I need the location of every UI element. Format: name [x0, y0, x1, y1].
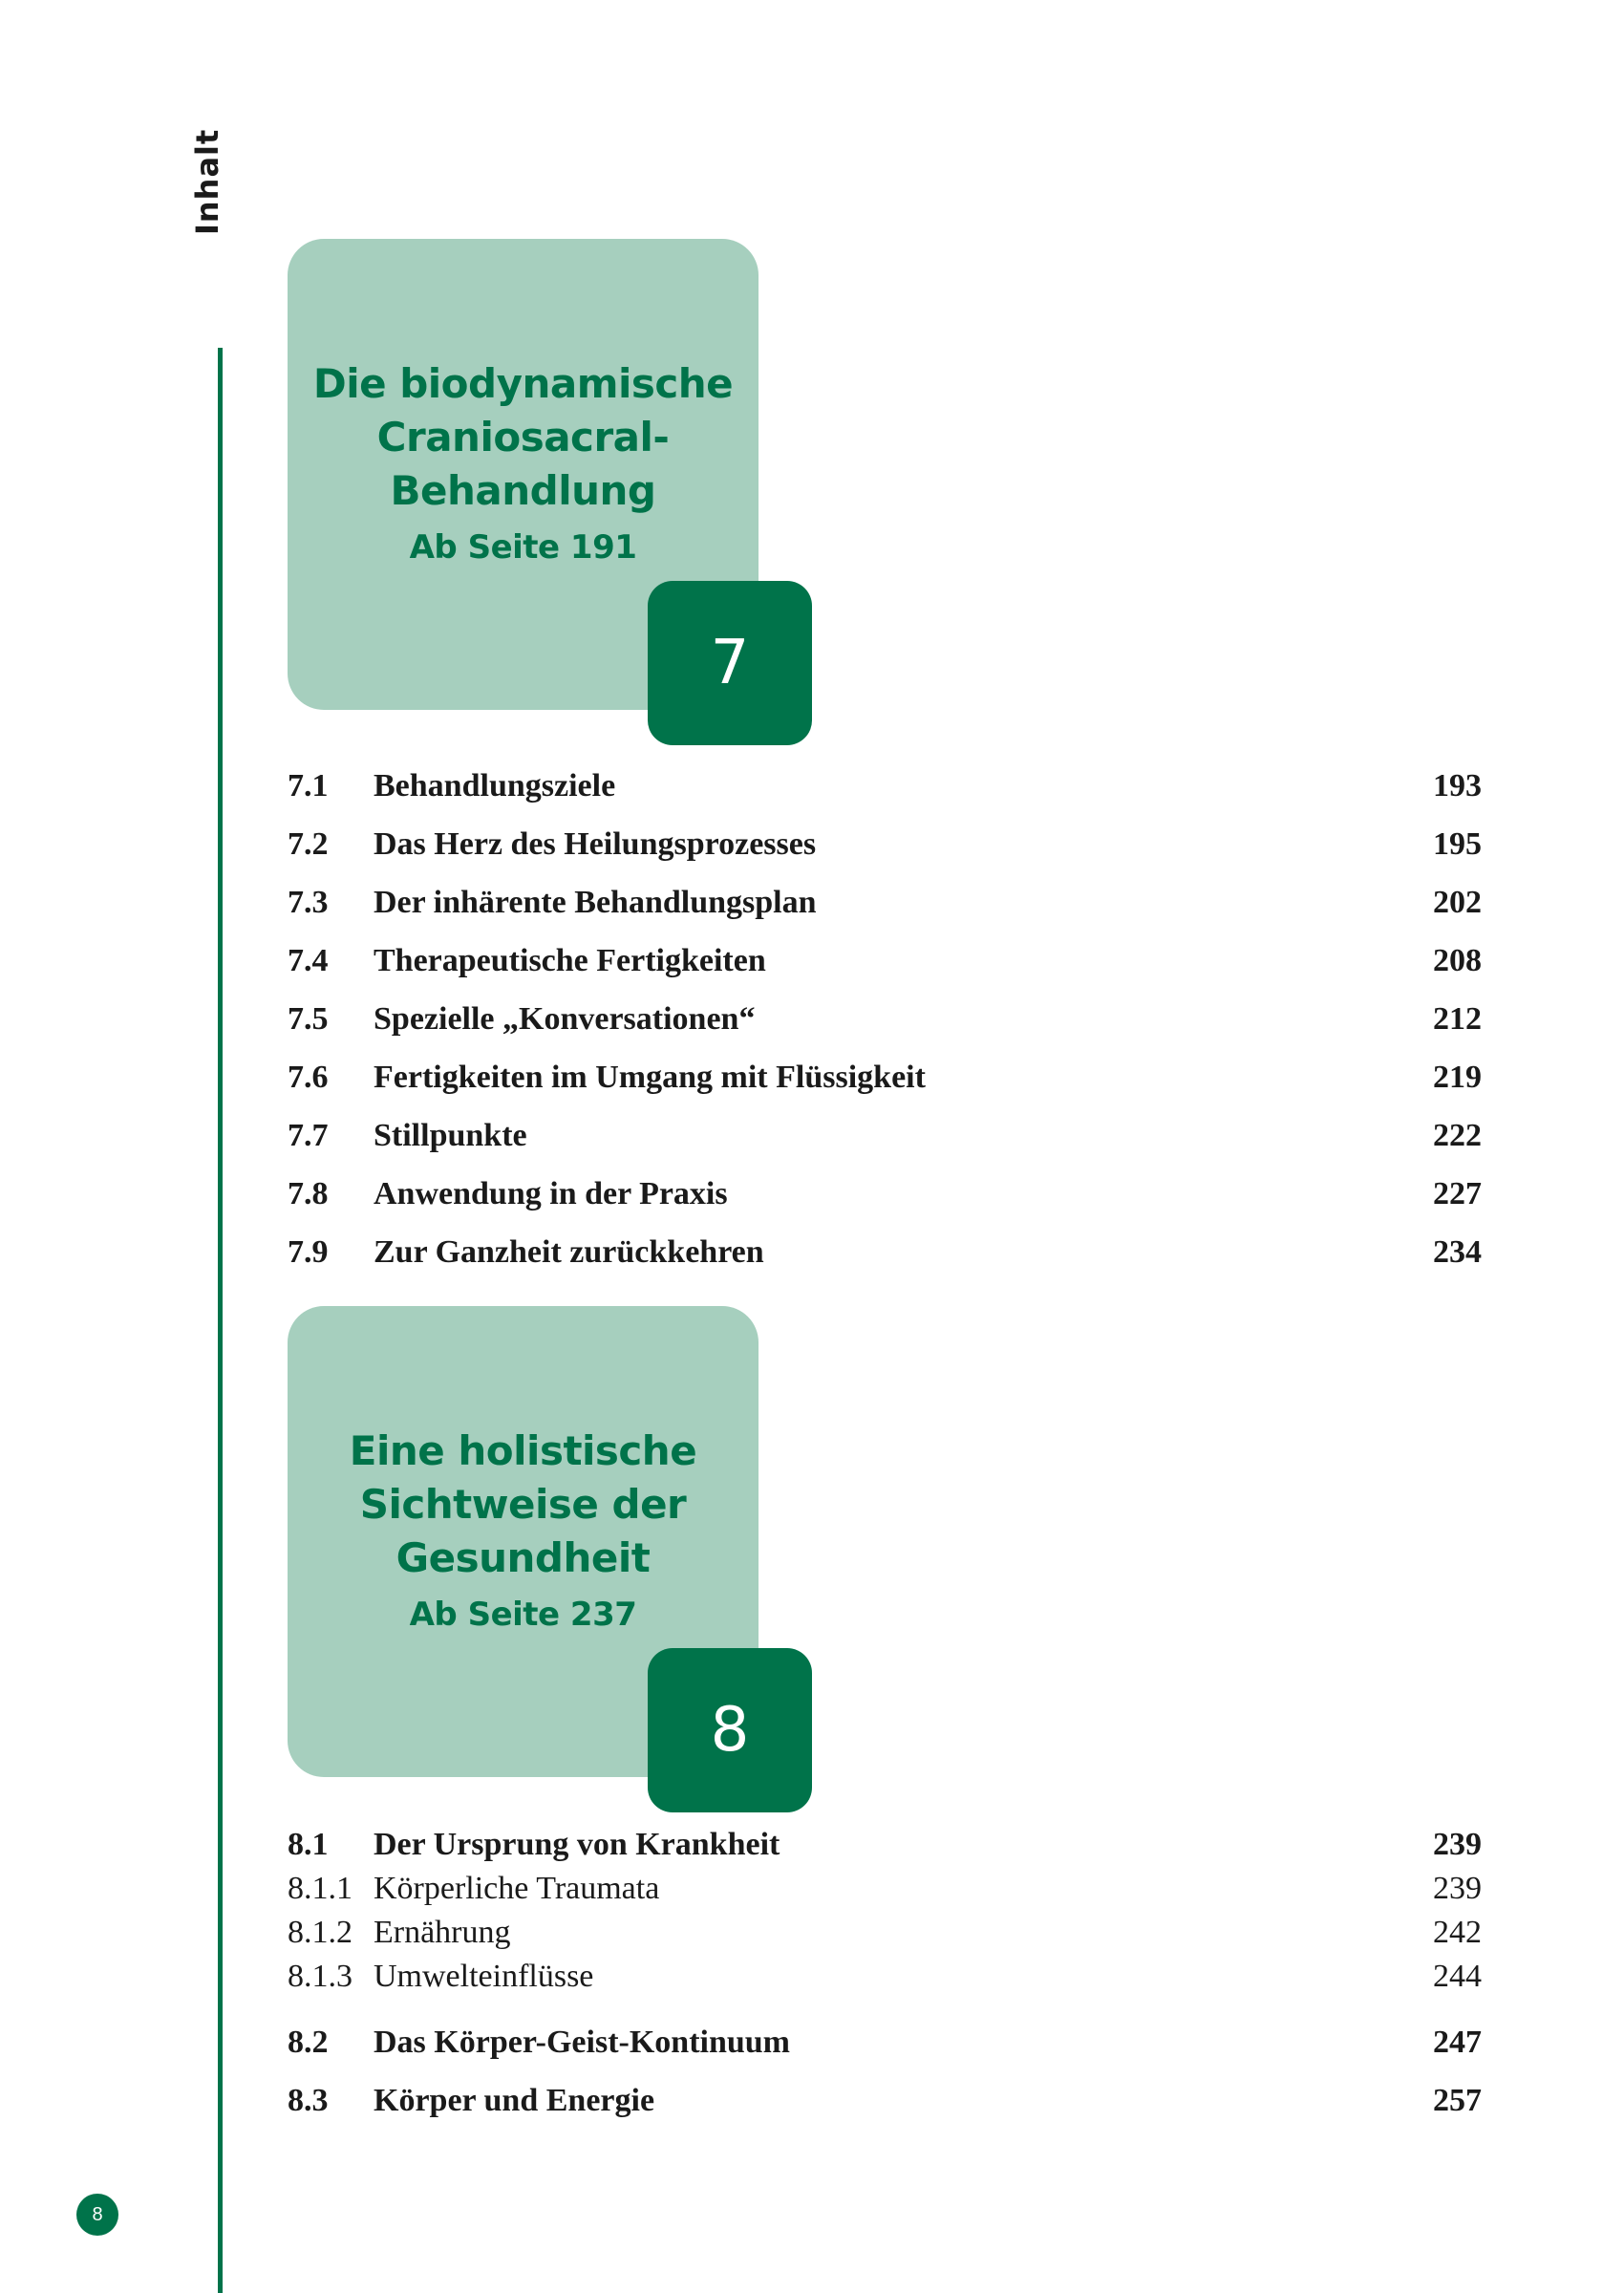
chapter-7-start-page: Ab Seite 191 [409, 528, 637, 567]
toc-entry-number: 8.3 [288, 2083, 329, 2118]
toc-entry[interactable] [288, 757, 1482, 815]
toc-entry-title: Das Herz des Heilungsprozesses [374, 826, 817, 862]
toc-entry[interactable] [288, 1106, 1482, 1165]
chapter-7-title-line: Behandlung [390, 467, 656, 514]
toc-entry-page: 202 [1433, 885, 1482, 920]
toc-entry-number: 8.1.3 [288, 1959, 353, 1994]
toc-entry-number: 8.1 [288, 1827, 329, 1862]
toc-entry-title: Der Ursprung von Krankheit [374, 1827, 780, 1862]
chapter-7-title [288, 357, 759, 577]
toc-entry-title: Anwendung in der Praxis [374, 1176, 728, 1211]
toc-entry-title: Behandlungsziele [374, 768, 616, 804]
chapter-7-title-line: Die biodynamische [312, 360, 734, 407]
chapter-8-number-badge: 8 [648, 1648, 812, 1812]
toc-entry-page: 257 [1433, 2083, 1482, 2118]
toc-entry[interactable] [288, 990, 1482, 1048]
toc-entry-title: Umwelteinflüsse [374, 1959, 594, 1994]
chapter-8-card [288, 1306, 759, 1777]
toc-entry[interactable] [288, 1223, 1482, 1281]
toc-entry-page: 219 [1433, 1060, 1482, 1095]
toc-entry[interactable] [288, 1048, 1482, 1106]
toc-entry-title: Das Körper-Geist-Kontinuum [374, 2025, 791, 2060]
toc-entry[interactable] [288, 1165, 1482, 1223]
toc-entry-title: Zur Ganzheit zurückkehren [374, 1234, 764, 1270]
toc-entry-page: 212 [1433, 1001, 1482, 1037]
chapter-8-toc [288, 1823, 1482, 2130]
toc-entry[interactable] [288, 932, 1482, 990]
toc-entry[interactable] [288, 873, 1482, 932]
toc-subentry[interactable] [288, 1867, 1482, 1911]
toc-entry-number: 7.5 [288, 1001, 329, 1037]
toc-entry-title: Der inhärente Behandlungsplan [374, 885, 817, 920]
toc-entry-number: 7.4 [288, 943, 329, 978]
toc-entry-page: 244 [1433, 1959, 1482, 1994]
toc-entry-number: 7.7 [288, 1118, 329, 1153]
toc-entry-title: Stillpunkte [374, 1118, 527, 1153]
chapter-8-title-line: Sichtweise der [359, 1481, 687, 1528]
chapter-7-number-badge: 7 [648, 581, 812, 745]
toc-entry-title: Therapeutische Fertigkeiten [374, 943, 766, 978]
chapter-8-start-page: Ab Seite 237 [409, 1596, 637, 1634]
toc-entry-number: 8.1.1 [288, 1871, 353, 1906]
toc-entry-page: 242 [1433, 1915, 1482, 1950]
toc-entry-title: Fertigkeiten im Umgang mit Flüssigkeit [374, 1060, 926, 1095]
chapter-8-title [288, 1425, 759, 1644]
toc-entry-page: 239 [1433, 1827, 1482, 1862]
toc-entry-title: Ernährung [374, 1915, 511, 1950]
toc-entry[interactable] [288, 2071, 1482, 2130]
chapter-7-toc [288, 757, 1482, 1281]
toc-entry-page: 239 [1433, 1871, 1482, 1906]
toc-entry-number: 7.9 [288, 1234, 329, 1270]
section-label: Inhalt [189, 128, 225, 235]
toc-entry-number: 7.6 [288, 1060, 329, 1095]
toc-entry-page: 222 [1433, 1118, 1482, 1153]
toc-entry-page: 247 [1433, 2025, 1482, 2060]
toc-entry-number: 7.2 [288, 826, 329, 862]
toc-entry-page: 208 [1433, 943, 1482, 978]
toc-entry-number: 7.3 [288, 885, 329, 920]
toc-entry-page: 234 [1433, 1234, 1482, 1270]
toc-entry-title: Spezielle „Konversationen“ [374, 1001, 756, 1037]
toc-entry-title: Körperliche Traumata [374, 1871, 660, 1906]
toc-entry[interactable] [288, 1823, 1482, 1867]
chapter-7-title-line: Craniosacral- [376, 414, 670, 461]
toc-entry-page: 195 [1433, 826, 1482, 862]
toc-entry-number: 7.1 [288, 768, 329, 804]
toc-entry-number: 8.2 [288, 2025, 329, 2060]
side-rule [218, 348, 223, 2293]
chapter-8-title-line: Eine holistische [349, 1427, 697, 1474]
toc-entry-title: Körper und Energie [374, 2083, 655, 2118]
toc-entry-page: 193 [1433, 768, 1482, 804]
toc-entry-number: 8.1.2 [288, 1915, 353, 1950]
toc-subentry[interactable] [288, 1911, 1482, 1955]
toc-entry-page: 227 [1433, 1176, 1482, 1211]
toc-entry-number: 7.8 [288, 1176, 329, 1211]
chapter-7-card [288, 239, 759, 710]
toc-entry[interactable] [288, 2013, 1482, 2071]
chapter-8-title-line: Gesundheit [395, 1534, 651, 1581]
page-number-badge: 8 [76, 2194, 118, 2236]
toc-entry[interactable] [288, 815, 1482, 873]
toc-subentry[interactable] [288, 1955, 1482, 1999]
